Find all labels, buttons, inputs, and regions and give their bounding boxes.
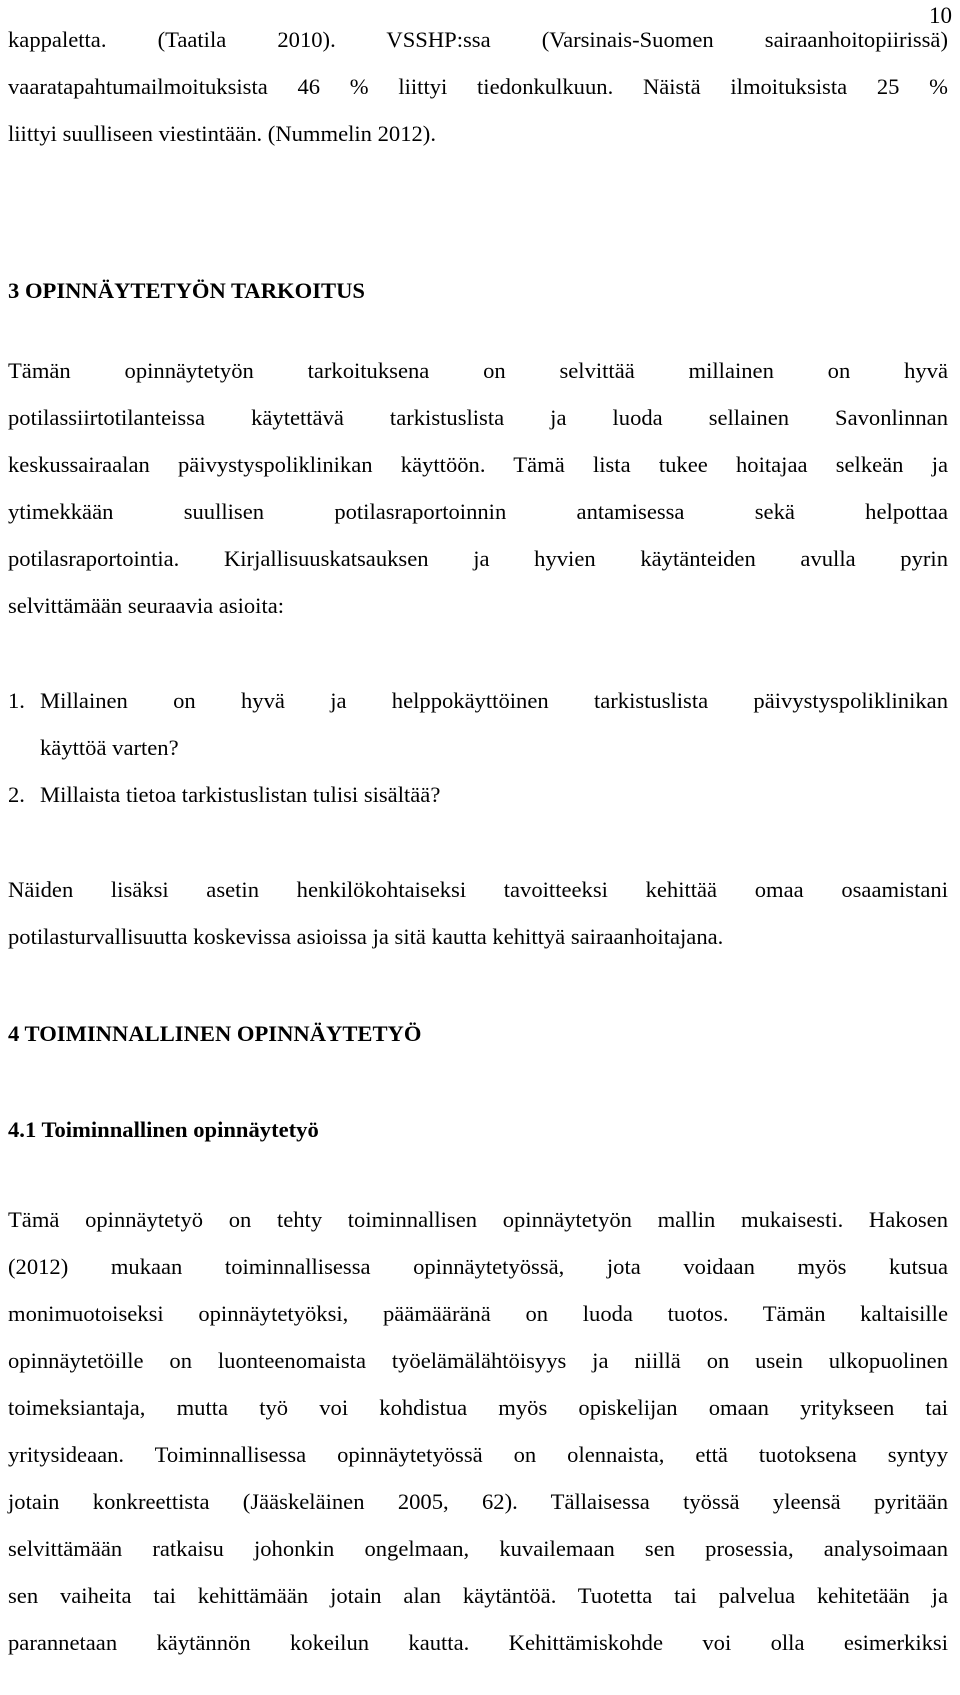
list-item [8, 771, 948, 818]
text-line: sen vaiheita tai kehittämään jotain alan käytäntöä. Tuotetta tai palvelua kehitetään ja [8, 1583, 948, 1608]
text-line: potilassiirtotilanteissa käytettävä tarkistuslista ja luoda sellainen Savonlinnan [8, 405, 948, 430]
goal-paragraph [8, 866, 948, 960]
page-number: 10 [929, 3, 952, 28]
text-line: opinnäytetöille on luonteenomaista työelämälähtöisyys ja niillä on usein ulkopuolinen [8, 1348, 948, 1373]
text-line: Tämän opinnäytetyön tarkoituksena on selvittää millainen on hyvä [8, 358, 948, 383]
text-line: kappaletta. (Taatila 2010). VSSHP:ssa (Varsinais-Suomen sairaanhoitopiirissä) [8, 27, 948, 52]
section-heading-4: 4 TOIMINNALLINEN OPINNÄYTETYÖ [8, 1021, 422, 1046]
text-line: potilasraportointia. Kirjallisuuskatsauksen ja hyvien käytänteiden avulla pyrin [8, 546, 948, 571]
list-item-text: käyttöä varten? [40, 735, 179, 760]
text-line: ytimekkään suullisen potilasraportoinnin antamisessa sekä helpottaa [8, 499, 948, 524]
document-body [8, 16, 948, 1666]
text-line: vaaratapahtumailmoituksista 46 % liittyi tiedonkulkuun. Näistä ilmoituksista 25 % [8, 74, 948, 99]
list-item-text: Millainen on hyvä ja helppokäyttöinen tarkistuslista päivystyspoliklinikan [40, 688, 948, 713]
text-line: Näiden lisäksi asetin henkilökohtaiseksi tavoitteeksi kehittää omaa osaamistani [8, 877, 948, 902]
list-item-continuation [8, 724, 948, 771]
list-item-number: 1. [8, 688, 25, 713]
list-item-number: 2. [8, 782, 25, 807]
text-line: parannetaan käytännön kokeilun kautta. Kehittämiskohde voi olla esimerkiksi [8, 1630, 948, 1655]
text-line: Tämä opinnäytetyö on tehty toiminnallisen opinnäytetyön mallin mukaisesti. Hakosen [8, 1207, 948, 1232]
text-line: selvittämään ratkaisu johonkin ongelmaan, kuvailemaan sen prosessia, analysoimaan [8, 1536, 948, 1561]
text-line: monimuotoiseksi opinnäytetyöksi, päämääränä on luoda tuotos. Tämän kaltaisille [8, 1301, 948, 1326]
section-4-1-paragraph [8, 1196, 948, 1666]
text-line: keskussairaalan päivystyspoliklinikan käyttöön. Tämä lista tukee hoitajaa selkeän ja [8, 452, 948, 477]
text-line: selvittämään seuraavia asioita: [8, 593, 285, 618]
text-line: jotain konkreettista (Jääskeläinen 2005, 62). Tällaisessa työssä yleensä pyritään [8, 1489, 948, 1514]
text-line: potilasturvallisuutta koskevissa asioissa ja sitä kautta kehittyä sairaanhoitajana. [8, 924, 724, 949]
text-line: (2012) mukaan toiminnallisessa opinnäytetyössä, jota voidaan myös kutsua [8, 1254, 948, 1279]
subsection-heading-4-1: 4.1 Toiminnallinen opinnäytetyö [8, 1117, 319, 1142]
intro-paragraph [8, 16, 948, 157]
text-line: yritysideaan. Toiminnallisessa opinnäytetyössä on olennaista, että tuotoksena syntyy [8, 1442, 948, 1467]
text-line: liittyi suulliseen viestintään. (Nummelin 2012). [8, 121, 436, 146]
section-heading-3: 3 OPINNÄYTETYÖN TARKOITUS [8, 278, 365, 303]
list-item [8, 677, 948, 724]
section-3-paragraph [8, 347, 948, 629]
list-item-text: Millaista tietoa tarkistuslistan tulisi sisältää? [40, 782, 441, 807]
text-line: toimeksiantaja, mutta työ voi kohdistua myös opiskelijan omaan yritykseen tai [8, 1395, 948, 1420]
research-questions-list [8, 677, 948, 818]
